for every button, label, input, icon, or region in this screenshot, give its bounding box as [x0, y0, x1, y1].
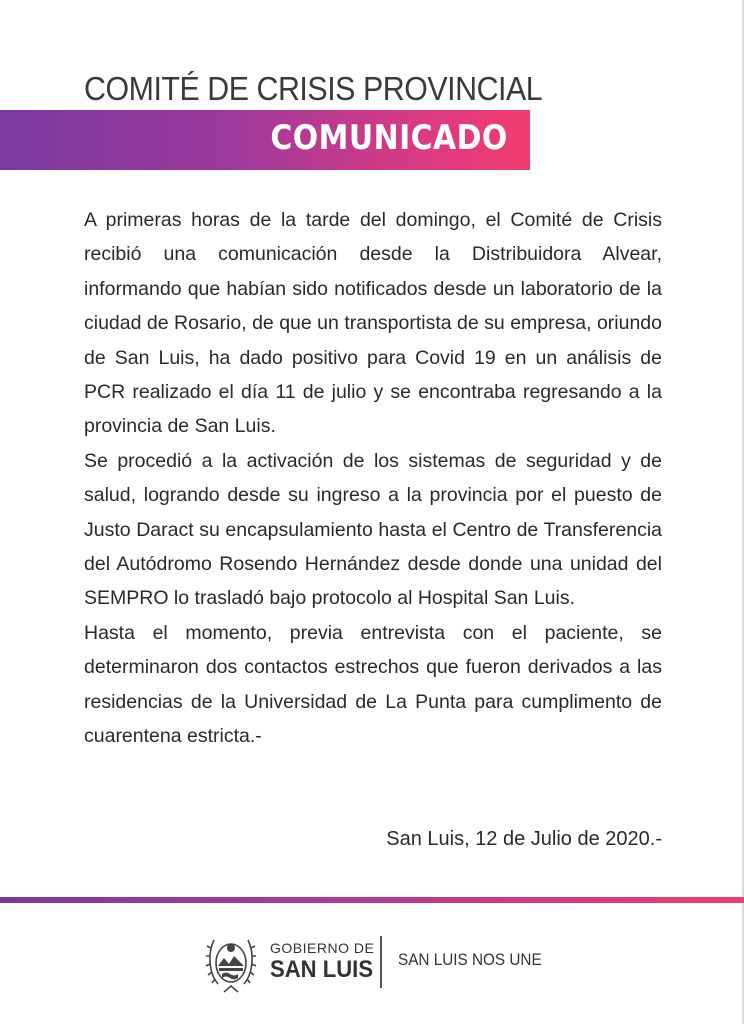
gradient-divider	[0, 897, 744, 903]
paragraph-1: A primeras horas de la tarde del domingo, el Comité de Crisis recibió una comunicación desde la Distribuidora Alvear, informando que habían sido notificados desde un laboratorio de la ciudad de Rosario, de que un transportista de su empresa, oriundo de San Luis, ha dado positivo para Covid 19 en un análisis de PCR realizado el día 11 de julio y se encontraba regresando a la provincia de San Luis.	[84, 209, 662, 438]
government-label: GOBIERNO DE	[270, 940, 375, 956]
footer-branding	[200, 930, 560, 1000]
footer-separator	[380, 936, 382, 988]
paragraph-2: Se procedió a la activación de los sistemas de seguridad y de salud, logrando desde su ingreso a la provincia por el puesto de Justo Daract su encapsulamiento hasta el Centro de Transferencia del Autódromo Rosendo Hernández desde donde una unidad del SEMPRO lo trasladó bajo protocolo al Hospital San Luis.	[84, 449, 662, 610]
province-name: SAN LUIS	[270, 956, 374, 983]
comunicado-banner	[0, 110, 530, 170]
banner-label: COMUNICADO	[270, 118, 508, 158]
coat-of-arms-icon	[204, 930, 258, 996]
paragraph-3: Hasta el momento, previa entrevista con el paciente, se determinaron dos contactos estrechos que fueron derivados a las residencias de la Universidad de La Punta para cumplimento de cuarentena estricta.-	[84, 621, 662, 748]
announcement-body	[84, 203, 662, 754]
page-title: COMITÉ DE CRISIS PROVINCIAL	[84, 70, 543, 107]
place-date-signature: San Luis, 12 de Julio de 2020.-	[386, 828, 662, 850]
slogan: SAN LUIS NOS UNE	[398, 950, 542, 969]
